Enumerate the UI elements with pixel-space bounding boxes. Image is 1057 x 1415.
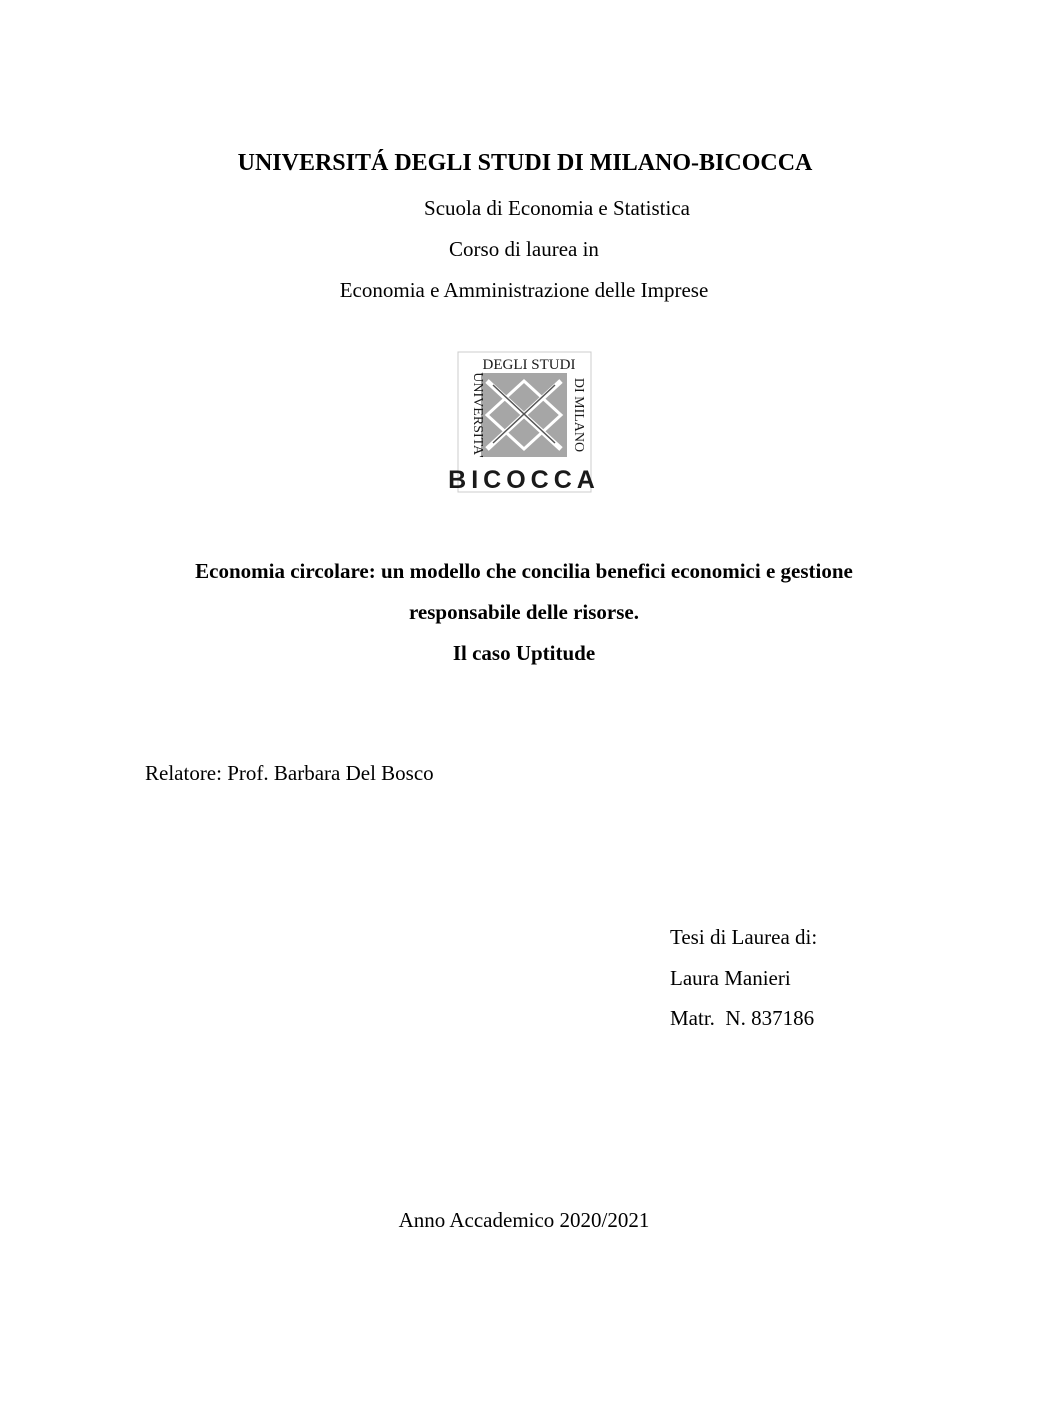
student-id: Matr. N. 837186 [670,1006,815,1030]
university-logo [448,351,600,494]
supervisor: Relatore: Prof. Barbara Del Bosco [145,761,434,785]
course-name: Economia e Amministrazione delle Imprese [339,278,709,302]
thesis-subtitle: Il caso Uptitude [452,641,596,665]
author-name: Laura Manieri [670,966,791,990]
thesis-title-line-1: Economia circolare: un modello che concilia benefici economici e gestione [195,559,853,583]
logo-text-top: DEGLI STUDI [482,357,576,373]
logo-text-right: DI MILANO [571,377,586,453]
author-label: Tesi di Laurea di: [670,925,818,949]
university-name: UNIVERSITÁ DEGLI STUDI DI MILANO-BICOCCA [237,150,813,176]
thesis-title-line-2: responsabile delle risorse. [408,600,639,624]
university-logo-graphic [448,351,600,494]
logo-text-left: UNIVERSITA' [470,372,485,458]
logo-text-bottom: BICOCCA [448,466,600,494]
academic-year: Anno Accademico 2020/2021 [398,1208,650,1232]
school-name: Scuola di Economia e Statistica [424,196,690,220]
course-label: Corso di laurea in [449,237,599,261]
